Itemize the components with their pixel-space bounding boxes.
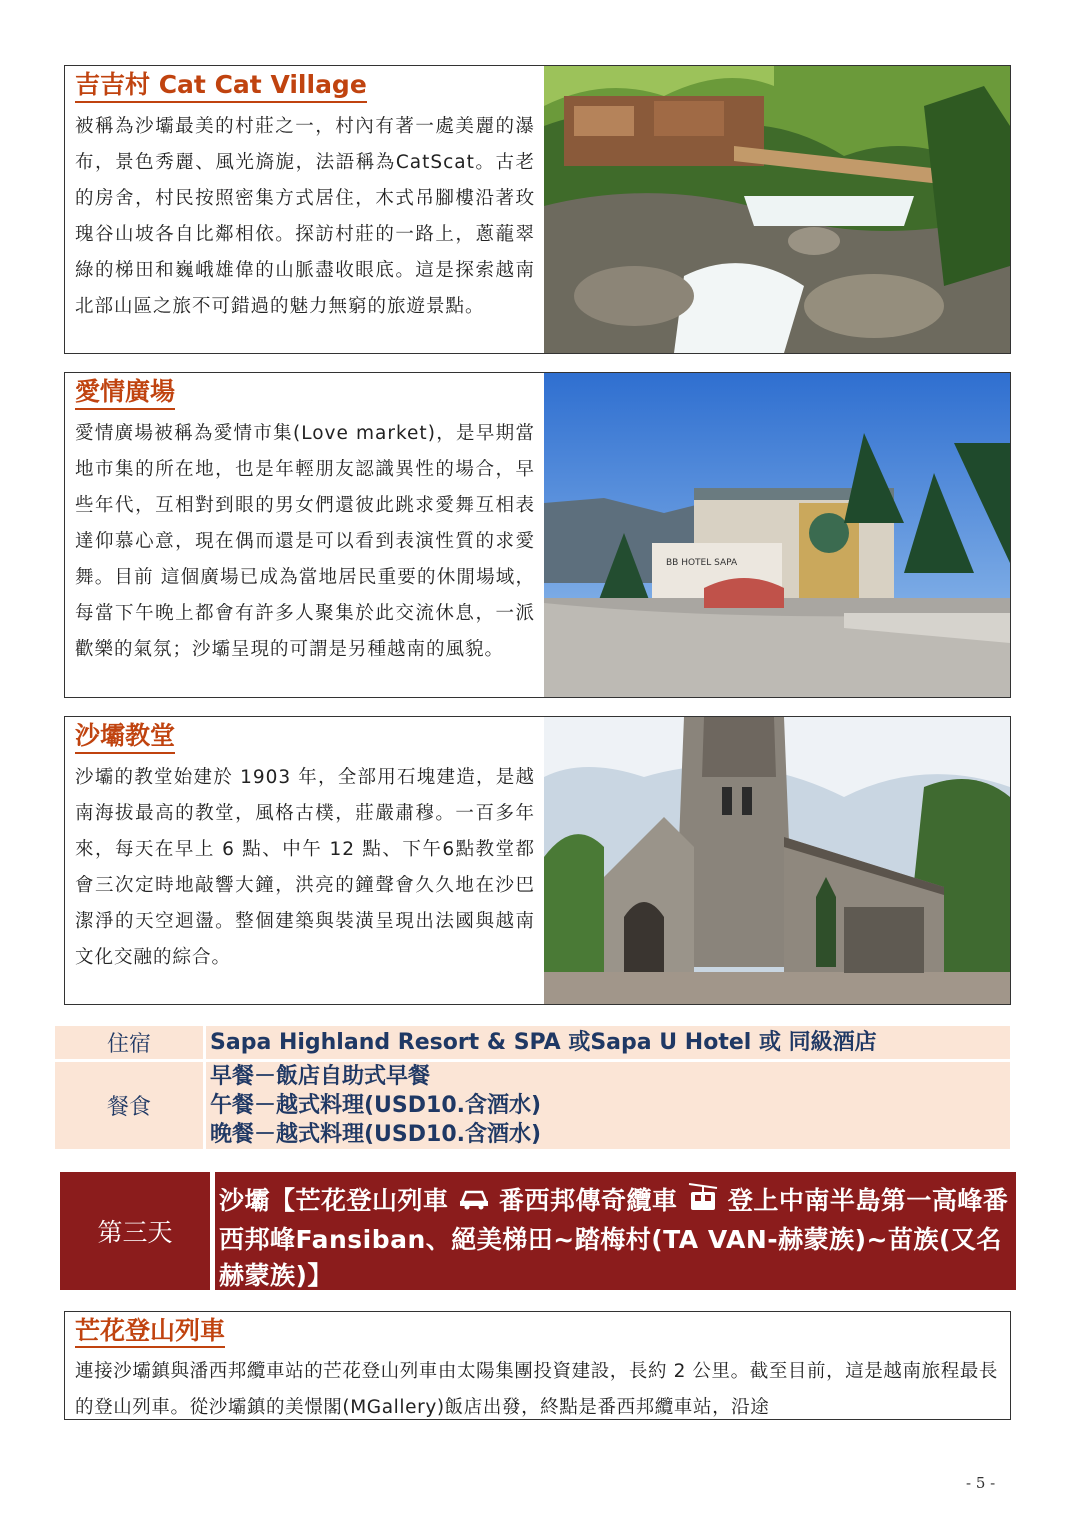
car-icon bbox=[458, 1184, 490, 1220]
day-label: 第三天 bbox=[97, 1218, 173, 1247]
waterfall-village-photo bbox=[544, 66, 1010, 353]
section-title: 沙壩教堂 bbox=[75, 721, 175, 754]
cable-car-icon bbox=[687, 1182, 719, 1222]
section-sapa-church bbox=[64, 716, 1011, 1005]
day-itinerary-part3: 登上中南半島第一高峰番西邦峰Fansiban、絕美梯田~踏梅村(TA VAN-赫蒙族)~苗族(又名赫蒙族)】 bbox=[219, 1186, 1009, 1290]
section-title: 吉吉村 Cat Cat Village bbox=[75, 70, 367, 103]
page-number: - 5 - bbox=[966, 1474, 996, 1492]
stone-church-photo bbox=[544, 717, 1010, 1004]
day-banner bbox=[60, 1172, 1016, 1290]
section-love-square bbox=[64, 372, 1011, 698]
section-body: 愛情廣場被稱為愛情市集(Love market)，是早期當地市集的所在地，也是年輕朋友認識異性的場合，早些年代，互相對到眼的男女們還彼此跳求愛舞互相表達仰慕心意，現在偶而還是可以看到表演性質的求愛舞。目前 這個廣場已成為當地居民重要的休閒場域，每當下午晚上都會有許多人聚集於此交流休息，一派歡樂的氣氛；沙壩呈現的可謂是另種越南的風貌。 bbox=[75, 423, 535, 660]
hotel-sign-text: BB HOTEL SAPA bbox=[666, 558, 738, 568]
day-itinerary bbox=[215, 1172, 1016, 1290]
section-title: 芒花登山列車 bbox=[75, 1316, 225, 1348]
breakfast-item: 早餐－飯店自助式早餐 bbox=[210, 1064, 431, 1089]
section-body: 連接沙壩鎮與潘西邦纜車站的芒花登山列車由太陽集團投資建設，長約 2 公里。截至目前，這是越南旅程最長的登山列車。從沙壩鎮的美憬閣(MGallery)飯店出發，終點是番西邦纜車站，沿途 bbox=[75, 1361, 999, 1418]
lodging-value: Sapa Highland Resort & SPA 或Sapa U Hotel 或 同級酒店 bbox=[210, 1029, 877, 1055]
love-square-photo bbox=[544, 373, 1010, 697]
section-title: 愛情廣場 bbox=[75, 377, 175, 410]
day-itinerary-part2: 番西邦傳奇纜車 bbox=[498, 1186, 678, 1215]
lodging-label: 住宿 bbox=[106, 1032, 151, 1057]
section-cat-cat-village bbox=[64, 65, 1011, 354]
section-mountain-train bbox=[64, 1311, 1011, 1420]
meals-label: 餐食 bbox=[106, 1095, 151, 1120]
section-body: 沙壩的教堂始建於 1903 年，全部用石塊建造，是越南海拔最高的教堂，風格古樸，莊嚴肅穆。一百多年來，每天在早上 6 點、中午 12 點、下午6點教堂都會三次定時地敲響大鐘，洪亮的鐘聲會久久地在沙巴潔淨的天空迴盪。整個建築與裝潢呈現出法國與越南文化交融的綜合。 bbox=[75, 767, 535, 968]
section-body: 被稱為沙壩最美的村莊之一，村內有著一處美麗的瀑布，景色秀麗、風光旖旎，法語稱為CatScat。古老的房舍，村民按照密集方式居住，木式吊腳樓沿著玫瑰谷山坡各自比鄰相依。探訪村莊的一路上，蔥蘢翠綠的梯田和巍峨雄偉的山脈盡收眼底。這是探索越南北部山區之旅不可錯過的魅力無窮的旅遊景點。 bbox=[75, 116, 535, 317]
lunch-item: 午餐－越式料理(USD10.含酒水) bbox=[210, 1093, 542, 1118]
dinner-item: 晚餐－越式料理(USD10.含酒水) bbox=[210, 1122, 542, 1147]
day-itinerary-part1: 沙壩【芒花登山列車 bbox=[219, 1186, 449, 1215]
lodging-meals-table bbox=[55, 1026, 1010, 1152]
